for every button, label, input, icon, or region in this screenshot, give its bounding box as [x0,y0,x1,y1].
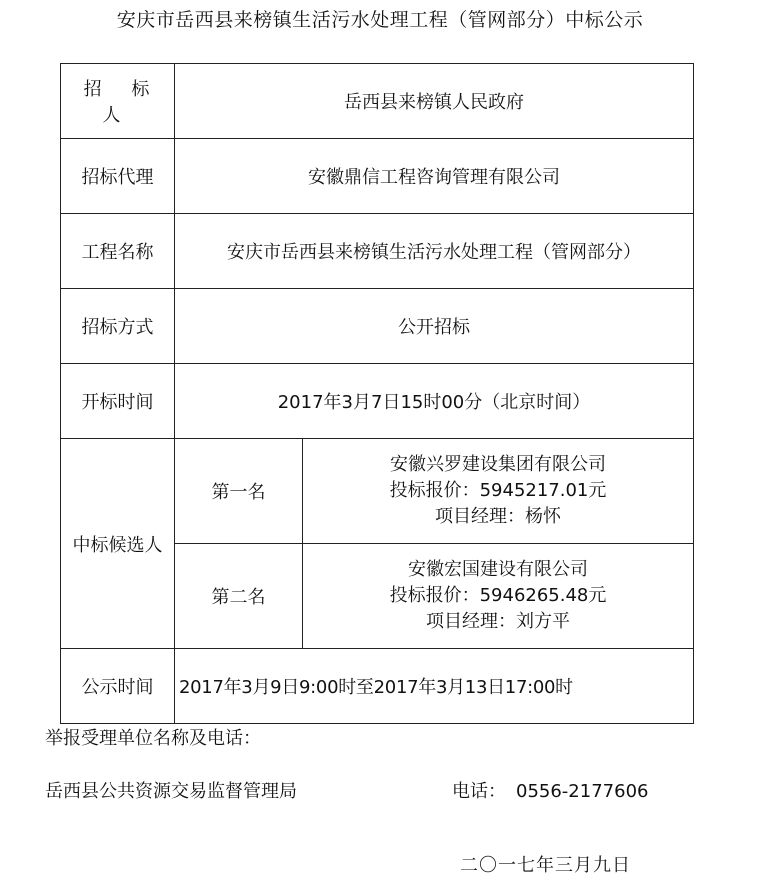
candidate-price-1: 投标报价：5945217.01元 [389,480,607,501]
agent-row [61,139,694,214]
project-label: 工程名称 [61,214,175,289]
candidate-row-1 [61,439,694,544]
candidate-manager-2: 项目经理：刘方平 [426,611,570,632]
publicity-row [61,649,694,724]
project-value: 安庆市岳西县来榜镇生活污水处理工程（管网部分） [175,214,694,289]
report-phone [452,779,658,805]
tenderer-value: 岳西县来榜镇人民政府 [175,64,694,139]
publicity-label: 公示时间 [61,649,175,724]
candidate-company-2: 安徽宏国建设有限公司 [408,559,588,580]
candidate-rank-1: 第一名 [175,439,303,544]
project-row [61,214,694,289]
method-value: 公开招标 [175,289,694,364]
phone-number: 0556-2177606 [516,781,649,802]
method-label: 招标方式 [61,289,175,364]
issue-date: 二〇一七年三月九日 [460,855,631,876]
tenderer-row [61,64,694,139]
opening-row [61,364,694,439]
candidates-label: 中标候选人 [61,439,175,649]
candidate-rank-2: 第二名 [175,544,303,649]
report-agency: 岳西县公共资源交易监督管理局 [45,781,297,802]
candidate-details-2 [303,544,694,649]
candidate-company-1: 安徽兴罗建设集团有限公司 [390,454,606,475]
publicity-value: 2017年3月9日9:00时至2017年3月13日17:00时 [175,649,694,724]
candidate-manager-1: 项目经理：杨怀 [435,506,561,527]
report-heading: 举报受理单位名称及电话： [45,728,261,749]
method-row [61,289,694,364]
opening-value: 2017年3月7日15时00分（北京时间） [175,364,694,439]
candidate-price-2: 投标报价：5946265.48元 [389,585,607,606]
phone-label: 电话： [452,781,506,802]
candidate-details-1 [303,439,694,544]
agent-value: 安徽鼎信工程咨询管理有限公司 [175,139,694,214]
document-title: 安庆市岳西县来榜镇生活污水处理工程（管网部分）中标公示 [116,9,644,31]
award-notice-table [60,63,694,724]
agent-label: 招标代理 [61,139,175,214]
opening-label: 开标时间 [61,364,175,439]
tenderer-label: 招 标 人 [61,64,175,139]
